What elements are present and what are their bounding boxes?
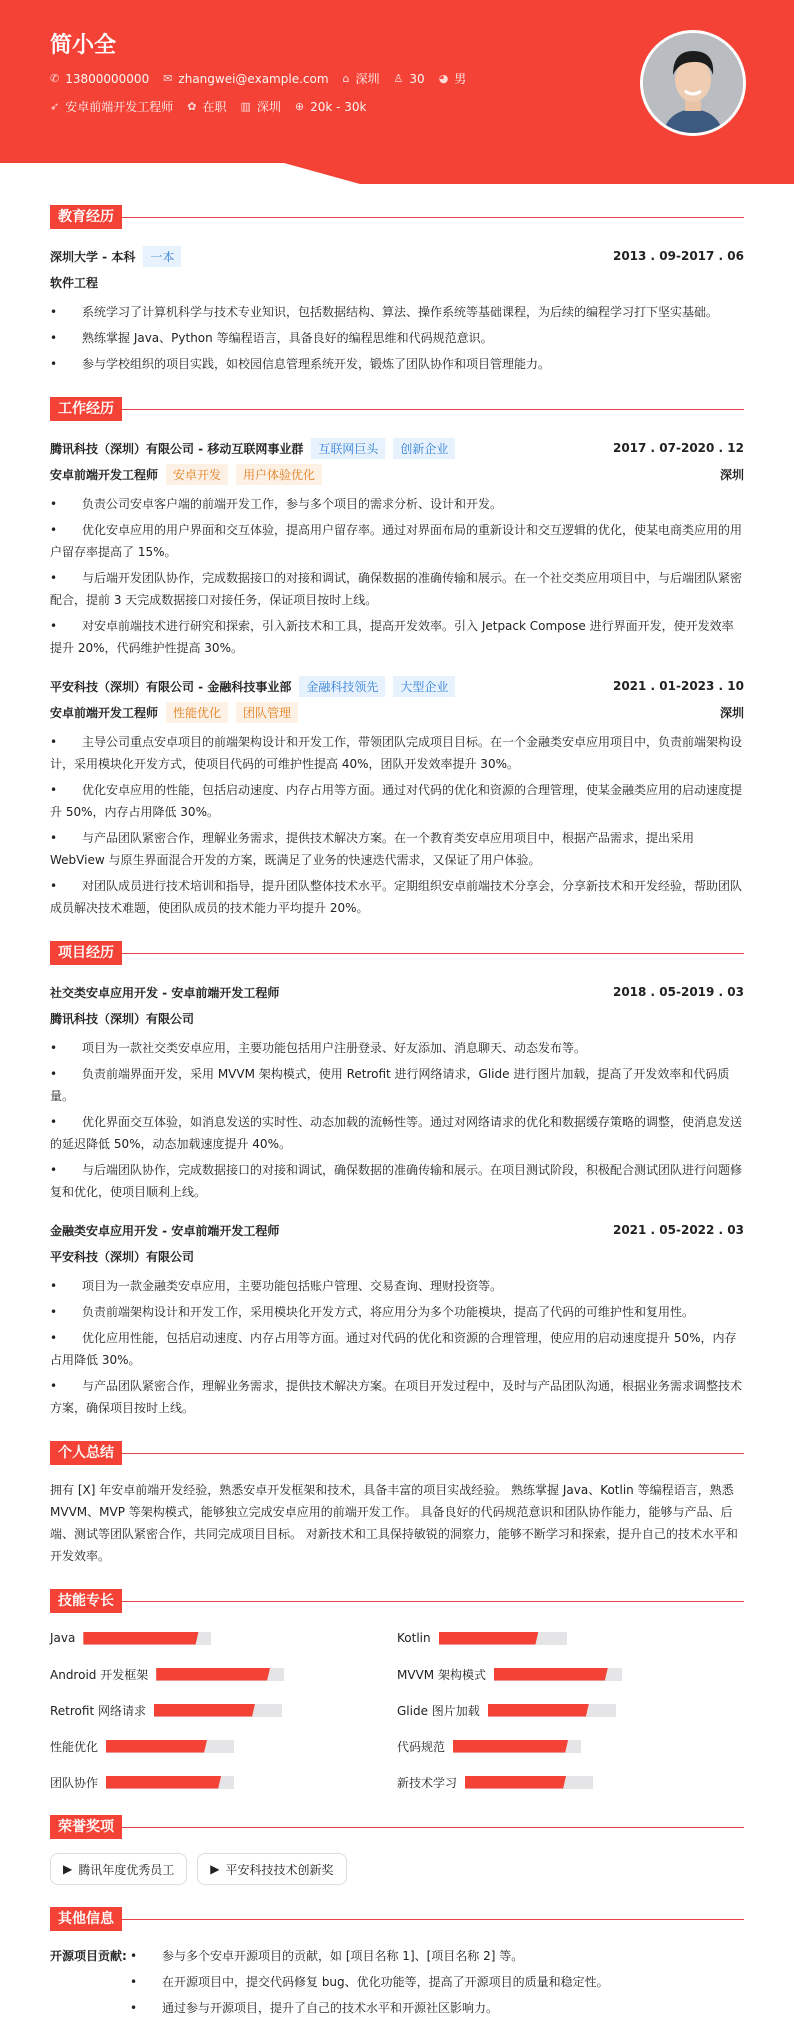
company-left [50,438,455,459]
skill-name: Android 开发框架 [50,1667,149,1682]
project-date: 2018 . 05-2019 . 03 [612,985,744,999]
section-divider [122,217,744,218]
skill-bar-fill [154,1704,255,1717]
skill-bar-fill [156,1668,270,1681]
resume-body [50,183,744,2023]
contact-row [50,70,466,87]
skill-bar [156,1668,284,1681]
major: 软件工程 [50,275,99,290]
candidate-name: 简小全 [50,33,117,58]
list-item [130,1997,609,2019]
bullet-text: 负责公司安卓客户端的前端开发工作，参与多个项目的需求分析、设计和开发。 [82,497,503,511]
project-company-row [50,1005,744,1031]
status-icon: ✿ [187,100,197,113]
email: zhangwei@example.com [178,71,329,86]
skill-name: Glide 图片加载 [397,1703,480,1718]
bullet-list [50,493,744,659]
skill-bar-fill [106,1740,207,1753]
work-city: 深圳 [719,467,744,482]
award-chip [50,1853,187,1885]
header-banner [0,0,794,184]
section-title-other [50,1907,744,1931]
list-item [50,1275,744,1297]
skill-bar [154,1704,282,1717]
role-left [50,464,322,485]
play-icon: ▶ [210,1862,220,1876]
skills-grid [50,1627,744,1793]
list-item [50,1037,744,1059]
skill-name: 团队协作 [50,1775,99,1790]
section-title-label: 其他信息 [50,1907,122,1931]
section-title-label: 工作经历 [50,397,122,421]
play-icon: ▶ [63,1862,73,1876]
list-item [50,493,744,515]
skill-name: Retrofit 网络请求 [50,1703,146,1718]
bullet-list [50,1275,744,1419]
skill-bar [465,1776,593,1789]
city: 深圳 [355,72,380,86]
tag: 金融科技领先 [299,676,385,697]
project-row [50,979,744,1005]
major-row [50,269,744,295]
tag: 创新企业 [393,438,455,459]
tag: 用户体验优化 [236,464,322,485]
school: 深圳大学 - 本科 [50,249,136,264]
list-item [50,353,744,375]
skill-item [50,1699,397,1721]
tag: 大型企业 [393,676,455,697]
project-title: 金融类安卓应用开发 - 安卓前端开发工程师 [50,1223,280,1238]
bullet-text: 优化应用性能，包括启动速度、内存占用等方面。通过对代码的优化和资源的合理管理，使应用的启动速度提升 50%，内存占用降低 30%。 [50,1331,737,1367]
list-item [130,1945,609,1967]
bullet-text: 与产品团队紧密合作，理解业务需求，提供技术解决方案。在一个教育类安卓应用项目中，根据产品需求，提出采用 WebView 与原生界面混合开发的方案，既满足了业务的快速迭代需求，又保证了用户体验。 [50,831,695,867]
home-icon: ⌂ [342,72,350,85]
age-icon: ♙ [393,72,404,85]
section-divider [122,1601,744,1602]
bullet-text: 对团队成员进行技术培训和指导，提升团队整体技术水平。定期组织安卓前端技术分享会，分享新技术和开发经验，帮助团队成员解决技术难题，使团队成员的技术能力平均提升 20%。 [50,879,743,915]
salary-icon: ⊕ [294,100,305,113]
project-row [50,1217,744,1243]
section-divider [122,409,744,410]
send-icon: ➶ [50,100,60,113]
skill-item [50,1663,397,1685]
skill-bar [494,1668,622,1681]
list-item [130,1971,609,1993]
skill-bar-fill [83,1632,198,1645]
other-label: 开源项目贡献: [50,1949,127,1963]
company-name: 平安科技（深圳）有限公司 - 金融科技事业部 [50,679,292,694]
skill-bar-fill [453,1740,568,1753]
phone: 13800000000 [65,71,150,86]
section-title-work [50,397,744,421]
role-name: 安卓前端开发工程师 [50,467,159,482]
bullet-text: 主导公司重点安卓项目的前端架构设计和开发工作，带领团队完成项目目标。在一个金融类安卓应用项目中，负责前端架构设计，采用模块化开发方式，使项目代码的可维护性提高 40%，团队开发效率提升 30%。 [50,735,743,771]
bullet-text: 负责前端界面开发，采用 MVVM 架构模式，使用 Retrofit 进行网络请求，Glide 进行图片加载，提高了开发效率和代码质量。 [50,1067,730,1103]
skill-name: Kotlin [397,1631,431,1645]
bullet-text: 项目为一款金融类安卓应用，主要功能包括账户管理、交易查询、理财投资等。 [82,1279,503,1293]
school-tag: 一本 [143,246,181,267]
skill-item [397,1771,744,1793]
section-title-summary [50,1441,744,1465]
building-icon: ▥ [240,100,251,113]
list-item [50,731,744,775]
section-title-label: 个人总结 [50,1441,122,1465]
other-info [50,1945,744,2023]
skill-bar-fill [106,1776,221,1789]
list-item [50,519,744,563]
gender: 男 [454,72,467,86]
tag: 性能优化 [166,702,228,723]
tag: 安卓开发 [166,464,228,485]
bullet-list [50,301,744,375]
skill-item [397,1663,744,1685]
company-row [50,435,744,461]
list-item [50,1159,744,1203]
list-item [50,779,744,823]
section-title-education [50,205,744,229]
bullet-text: 通过参与开源项目，提升了自己的技术水平和开源社区影响力。 [162,2001,499,2015]
project-title: 社交类安卓应用开发 - 安卓前端开发工程师 [50,985,280,1000]
bullet-list [130,1945,609,2023]
skill-bar-fill [465,1776,566,1789]
list-item [50,875,744,919]
skill-item [50,1627,397,1649]
section-title-skills [50,1589,744,1613]
skill-item [50,1735,397,1757]
work-city: 深圳 [719,705,744,720]
list-item [50,567,744,611]
list-item [50,1375,744,1419]
section-divider [122,1919,744,1920]
position: 安卓前端开发工程师 [65,100,174,114]
section-title-label: 项目经历 [50,941,122,965]
skill-item [50,1771,397,1793]
bullet-list [50,731,744,919]
bullet-text: 对安卓前端技术进行研究和探索，引入新技术和工具，提高开发效率。引入 Jetpack Compose 进行界面开发，使开发效率提升 20%，代码维护性提高 30%。 [50,619,734,655]
section-title-label: 荣誉奖项 [50,1815,122,1839]
skill-name: MVVM 架构模式 [397,1667,486,1682]
project-company: 平安科技（深圳）有限公司 [50,1249,195,1264]
skill-bar [439,1632,567,1645]
role-left [50,702,298,723]
list-item [50,327,744,349]
phone-icon: ✆ [50,72,60,85]
role-row [50,699,744,725]
skill-name: 新技术学习 [397,1775,458,1790]
role-name: 安卓前端开发工程师 [50,705,159,720]
skill-name: 性能优化 [50,1739,99,1754]
awards-list [50,1853,744,1885]
list-item [50,1301,744,1323]
bullet-text: 优化安卓应用的性能，包括启动速度、内存占用等方面。通过对代码的优化和资源的合理管理，使某金融类应用的启动速度提升 50%，内存占用降低 30%。 [50,783,743,819]
bullet-text: 项目为一款社交类安卓应用，主要功能包括用户注册登录、好友添加、消息聊天、动态发布等。 [82,1041,587,1055]
bullet-text: 负责前端架构设计和开发工作，采用模块化开发方式，将应用分为多个功能模块，提高了代码的可维护性和复用性。 [82,1305,695,1319]
list-item [50,615,744,659]
education-left [50,246,181,267]
mail-icon: ✉ [163,72,173,85]
avatar [640,30,746,136]
award-chip [197,1853,346,1885]
section-title-projects [50,941,744,965]
skill-item [397,1735,744,1757]
skill-bar [106,1776,234,1789]
section-divider [122,953,744,954]
bullet-text: 与后端团队协作，完成数据接口的对接和调试，确保数据的准确传输和展示。在项目测试阶段，积极配合测试团队进行问题修复和优化，使项目顺利上线。 [50,1163,743,1199]
summary-text: 拥有 [X] 年安卓前端开发经验，熟悉安卓开发框架和技术，具备丰富的项目实战经验。 熟练掌握 Java、Kotlin 等编程语言，熟悉 MVVM、MVP 等架构模式，能够独立完成安卓应用的前端开发工作。 具备良好的代码规范意识和团队协作能力，能够与产品、后端、测试等团队紧密合作，共同完成项目目标。 对新技术和工具保持敏锐的洞察力，能够不断学习和探索，提升自己的技术水平和开发效率。 [50,1483,738,1563]
skill-name: 代码规范 [397,1739,446,1754]
skill-bar [453,1740,581,1753]
salary: 20k - 30k [310,99,367,114]
company-left [50,676,455,697]
status: 在职 [202,100,227,114]
project-company-row [50,1243,744,1269]
bullet-text: 与产品团队紧密合作，理解业务需求，提供技术解决方案。在项目开发过程中，及时与产品团队沟通，根据业务需求调整技术方案，确保项目按时上线。 [50,1379,743,1415]
skill-item [397,1699,744,1721]
bullet-list [50,1037,744,1203]
skill-bar [106,1740,234,1753]
bullet-text: 参与多个安卓开源项目的贡献，如 [项目名称 1]、[项目名称 2] 等。 [162,1949,524,1963]
bullet-text: 熟练掌握 Java、Python 等编程语言，具备良好的编程思维和代码规范意识。 [82,331,493,345]
section-divider [122,1453,744,1454]
role-row [50,461,744,487]
skill-bar-fill [494,1668,608,1681]
tag: 互联网巨头 [311,438,385,459]
work-date: 2017 . 07-2020 . 12 [612,441,744,455]
award-name: 平安科技技术创新奖 [225,1862,334,1877]
list-item [50,1327,744,1371]
project-company: 腾讯科技（深圳）有限公司 [50,1011,195,1026]
company-row [50,673,744,699]
bullet-text: 参与学校组织的项目实践，如校园信息管理系统开发，锻炼了团队协作和项目管理能力。 [82,357,551,371]
company-name: 腾讯科技（深圳）有限公司 - 移动互联网事业群 [50,441,304,456]
skill-name: Java [50,1631,76,1645]
skill-bar [488,1704,616,1717]
bullet-text: 优化安卓应用的用户界面和交互体验，提高用户留存率。通过对界面布局的重新设计和交互逻辑的优化，使某电商类应用的用户留存率提高了 15%。 [50,523,743,559]
bullet-text: 系统学习了计算机科学与技术专业知识，包括数据结构、算法、操作系统等基础课程，为后续的编程学习打下坚实基础。 [82,305,719,319]
list-item [50,301,744,323]
skill-bar-fill [488,1704,589,1717]
section-divider [122,1827,744,1828]
tag: 团队管理 [236,702,298,723]
skill-item [397,1627,744,1649]
project-date: 2021 . 05-2022 . 03 [612,1223,744,1237]
work-date: 2021 . 01-2023 . 10 [612,679,744,693]
job-intent-row [50,98,367,115]
section-title-label: 教育经历 [50,205,122,229]
bullet-text: 与后端开发团队协作，完成数据接口的对接和调试，确保数据的准确传输和展示。在一个社交类应用项目中，与后端团队紧密配合，提前 3 天完成数据接口对接任务，保证项目按时上线。 [50,571,743,607]
education-date: 2013 . 09-2017 . 06 [612,249,744,263]
section-title-label: 技能专长 [50,1589,122,1613]
target-city: 深圳 [256,100,281,114]
skill-bar-fill [439,1632,539,1645]
award-name: 腾讯年度优秀员工 [78,1862,175,1877]
gender-icon: ◕ [438,72,449,85]
list-item [50,827,744,871]
bullet-text: 在开源项目中，提交代码修复 bug、优化功能等，提高了开源项目的质量和稳定性。 [162,1975,609,1989]
list-item [50,1111,744,1155]
bullet-text: 优化界面交互体验，如消息发送的实时性、动态加载的流畅性等。通过对网络请求的优化和数据缓存策略的调整，使消息发送的延迟降低 50%，动态加载速度提升 40%。 [50,1115,743,1151]
skill-bar [83,1632,211,1645]
education-header [50,243,744,269]
section-title-honors [50,1815,744,1839]
list-item [50,1063,744,1107]
age: 30 [409,71,425,86]
